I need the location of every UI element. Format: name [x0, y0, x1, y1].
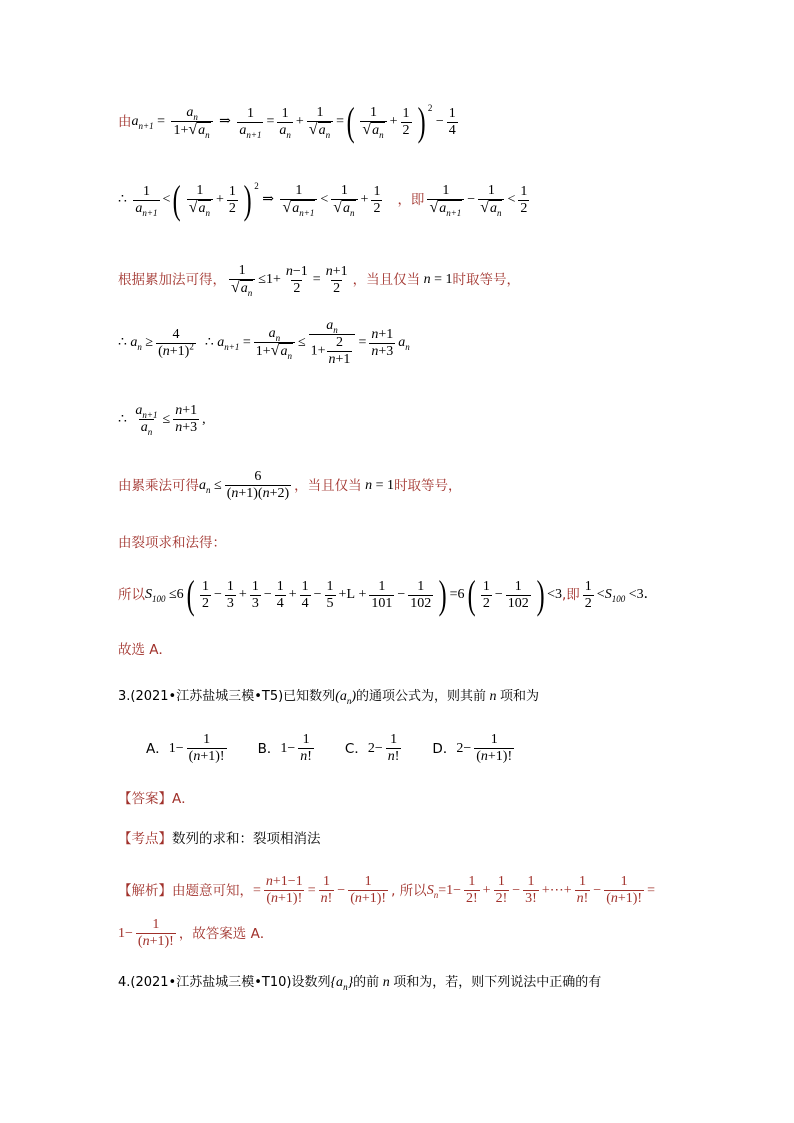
line3-eq: 时取等号，: [452, 272, 520, 288]
jiexi-text2: , 所以: [391, 882, 427, 899]
jiexi-text3: ，故答案选 A．: [178, 925, 274, 942]
q4-stem-tail: 的前: [353, 975, 380, 990]
line3-suffix: ，当且仅当: [352, 272, 421, 288]
jiexi-line-2: 1− $\frac{1}{(n+1)!}$ ，故答案选 A．: [118, 917, 274, 949]
q3-stem-tail: 的通项公式为，则其前: [356, 689, 487, 704]
q4-stem: 4.(2021•江苏盐城三模•T10)设数列: [118, 975, 331, 990]
kaodian-line: [118, 830, 321, 848]
line3-prefix: 根据累加法可得，: [118, 272, 226, 288]
answer-label: 【答案】: [118, 791, 172, 807]
question-3-options: [146, 732, 545, 765]
solution-line-1: 由 $a_{n+1}$ = $a_n$ 1+ √ $a_n$ ⇒ $\frac{1}{a_{n+1}}$ = $\frac{1}{a_n}$ + 1 √ $a_n$ = ( 1 √ $a_n$ + $\frac{1}{2}$ ) $^2$ − $\frac{1}{4}$: [118, 99, 456, 144]
option-b[interactable]: B． 1− $\frac{1}{n!}$: [257, 732, 312, 764]
solution-line-2: ∴ $\frac{1}{a_{n+1}}$ < ( 1 √ $a_n$ + $\frac{1}{2}$ ) $^2$ ⇒ 1 √ $a_{n+1}$ < 1 √ $a_n$ + $\frac{1}{2}$ ，即 1 √ $a_{n+1}$ − 1 √ $a_n$ < $\frac{1}{2}$: [118, 177, 528, 222]
line6-suffix: ，当且仅当: [294, 477, 362, 494]
answer-line: [118, 790, 195, 808]
kaodian-value: 数列的求和：裂项相消法: [172, 831, 321, 847]
line6-prefix: 由累乘法可得: [118, 477, 199, 494]
line2-comma-text: ，即: [397, 192, 425, 208]
line6-eq: 时取等号，: [394, 477, 462, 494]
q3-stem: 3.(2021•江苏盐城三模•T5)已知数列: [118, 689, 336, 704]
q4-stem-end: 项和为，若，则下列说法中正确的有: [393, 975, 602, 990]
line1-prefix: 由: [118, 114, 132, 130]
solution-line-3: 根据累加法可得， 1 √ $a_n$ ≤1+ $\frac{n-1}{2}$ = $\frac{n+1}{2}$ ，当且仅当 n = 1 时取等号，: [118, 263, 520, 298]
solution-line-7: [118, 534, 226, 552]
solution-line-4: ∴ $a_n$ ≥ $\frac{4}{(n+1)^2}$ ∴ $a_{n+1}$ = $a_n$ 1+ √ $a_n$ ≤ $a_n$ 1+ $\frac{2}{n+1}$ = $\frac{n+1}{n+3}$ $a_n$: [118, 318, 410, 367]
option-c[interactable]: C． 2− $\frac{1}{n!}$: [344, 732, 400, 764]
question-3-stem: 3.(2021•江苏盐城三模•T5)已知数列 $(a_n)$ 的通项公式为，则其前 n 项和为: [118, 689, 540, 706]
line8-prefix: 所以: [118, 587, 145, 603]
solution-line-5: ∴ $\frac{a_{n+1}}{a_n}$ ≤ $\frac{n+1}{n+3}$ ,: [118, 403, 206, 437]
jiexi-text1: 由题意可知，: [172, 882, 253, 899]
q3-stem-end: 项和为: [500, 689, 540, 704]
line8-mid: ,即: [562, 587, 580, 603]
option-d[interactable]: D． 2− $\frac{1}{(n+1)!}$: [432, 732, 513, 764]
option-a[interactable]: A． 1− $\frac{1}{(n+1)!}$: [146, 732, 225, 764]
solution-line-9: [118, 641, 172, 659]
line7-text: 由裂项求和法得：: [118, 535, 226, 551]
jiexi-line-1: 【解析】 由题意可知， = $\frac{n+1-1}{(n+1)!}$ = $\frac{1}{n!}$ − $\frac{1}{(n+1)!}$ , 所以 $S_n$ =1− $\frac{1}{2!}$ + $\frac{1}{2!}$ − $\frac{1}{3!}$ +⋯+ $\frac{1}{n!}$ − $\frac{1}{(n+1)!}$ =: [118, 874, 655, 906]
question-4-stem: 4.(2021•江苏盐城三模•T10)设数列 $\{a_n\}$ 的前 n 项和为，若，则下列说法中正确的有: [118, 975, 602, 992]
solution-line-8: 所以 $S_{100}$ ≤6 ( $\frac{1}{2}$ − $\frac{1}{3}$ + $\frac{1}{3}$ − $\frac{1}{4}$ + $\frac{1}{4}$ − $\frac{1}{5}$ +L + $\frac{1}{101}$ − $\frac{1}{102}$ ) =6 ( $\frac{1}{2}$ − $\frac{1}{102}$ ) <3 ,即 $\frac{1}{2}$ < $S_{100}$ <3．: [118, 572, 658, 617]
kaodian-label: 【考点】: [118, 831, 172, 847]
solution-line-6: 由累乘法可得 $a_n$ ≤ $\frac{6}{(n+1)(n+2)}$ ，当且仅当 n = 1 时取等号，: [118, 469, 462, 501]
answer-value: A．: [172, 791, 195, 807]
jiexi-label: 【解析】: [118, 882, 172, 899]
line9-text: 故选 A．: [118, 642, 173, 658]
